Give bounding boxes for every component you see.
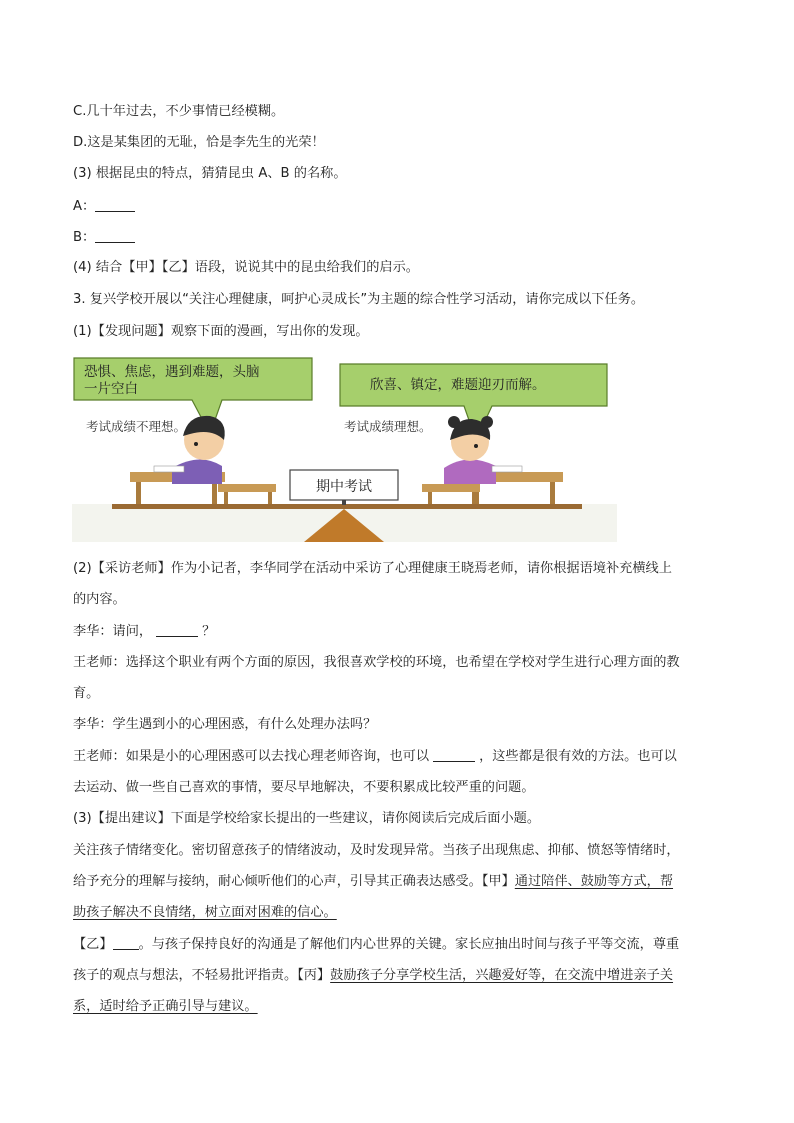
advice-underline-jia: 通过陪伴、鼓励等方式，帮 (514, 874, 674, 889)
advice-underline-jia-cont: 助孩子解决不良情绪，树立面对困难的信心。 (73, 905, 337, 920)
advice-para-1-line3 (73, 903, 337, 923)
left-bubble-text-1: 恐惧、焦虑，遇到难题，头脑 (84, 364, 260, 380)
advice-label-yi: 【乙】 (73, 937, 113, 952)
left-caption: 考试成绩不理想。 (86, 419, 187, 434)
sub-question-1: (1)【发现问题】观察下面的漫画，写出你的发现。 (73, 324, 369, 339)
advice-para-1: 关注孩子情绪变化。密切留意孩子的情绪波动，及时发现异常。当孩子出现焦虑、抑郁、愤怒等情绪时， (73, 843, 680, 858)
dialogue-lihua-2: 李华：学生遇到小的心理困惑，有什么处理办法吗？ (73, 717, 377, 732)
dialogue-teacher-2-text: 王老师：如果是小的心理困惑可以去找心理老师咨询，也可以 (73, 749, 430, 764)
dialogue-teacher-2-cont: 去运动、做一些自己喜欢的事情，要尽早地解决，不要积累成比较严重的问题。 (73, 780, 535, 795)
advice-para-2-text: 。与孩子保持良好的沟通是了解他们内心世界的关键。家长应抽出时间与孩子平等交流，尊重 (138, 937, 680, 952)
exam-sign-text: 期中考试 (316, 479, 372, 495)
dialogue-lihua-1-text: 李华：请问， (73, 624, 153, 639)
dialogue-teacher-2-end: ，这些都是很有效的方法。也可以 (479, 749, 677, 764)
dialogue-lihua-1 (73, 622, 215, 642)
right-caption: 考试成绩理想。 (344, 419, 432, 434)
answer-b (73, 228, 135, 248)
option-d: D.这是某集团的无耻，恰是李先生的光荣！ (73, 135, 325, 150)
dialogue-blank-1[interactable] (156, 622, 198, 637)
answer-a-label: A： (73, 199, 96, 214)
comic-image (72, 352, 617, 542)
advice-para-2-text2: 孩子的观点与想法，不轻易批评指责。【丙】 (73, 968, 331, 983)
answer-b-blank[interactable] (95, 228, 135, 243)
advice-para-2-line3 (73, 997, 258, 1017)
dialogue-lihua-1-end: ？ (202, 624, 216, 639)
advice-para-1-line2 (73, 872, 673, 892)
seesaw-board (112, 504, 582, 509)
left-bubble-text-2: 一片空白 (84, 381, 138, 397)
dialogue-teacher-1-cont: 育。 (73, 686, 100, 701)
question-4: (4) 结合【甲】【乙】语段，说说其中的昆虫给我们的启示。 (73, 260, 419, 275)
advice-text: 给予充分的理解与接纳，耐心倾听他们的心声，引导其正确表达感受。【甲】 (73, 874, 515, 889)
option-c: C.几十年过去，不少事情已经模糊。 (73, 104, 285, 119)
task-3-intro: 3. 复兴学校开展以“关注心理健康，呵护心灵成长”为主题的综合性学习活动，请你完成以下任务。 (73, 292, 645, 307)
question-3: (3) 根据昆虫的特点，猜猜昆虫 A、B 的名称。 (73, 166, 347, 181)
sub-question-3: (3)【提出建议】下面是学校给家长提出的一些建议，请你阅读后完成后面小题。 (73, 811, 541, 826)
advice-blank-yi[interactable] (113, 935, 139, 950)
answer-b-label: B： (73, 230, 96, 245)
advice-para-2 (73, 935, 679, 955)
sub-question-2-cont: 的内容。 (73, 592, 126, 607)
advice-underline-bing: 鼓励孩子分享学校生活，兴趣爱好等，在交流中增进亲子关 (330, 968, 674, 983)
answer-a-blank[interactable] (95, 197, 135, 212)
advice-para-2-line2 (73, 966, 673, 986)
sub-question-2: (2)【采访老师】作为小记者，李华同学在活动中采访了心理健康王晓焉老师，请你根据语境补充横线上 (73, 561, 672, 576)
answer-a (73, 197, 135, 217)
dialogue-teacher-1: 王老师：选择这个职业有两个方面的原因，我很喜欢学校的环境，也希望在学校对学生进行心理方面的教 (73, 655, 680, 670)
dialogue-teacher-2 (73, 747, 677, 767)
advice-underline-bing-cont: 系，适时给予正确引导与建议。 (73, 999, 258, 1014)
dialogue-blank-2[interactable] (433, 747, 475, 762)
right-bubble-text: 欣喜、镇定，难题迎刃而解。 (370, 377, 546, 393)
